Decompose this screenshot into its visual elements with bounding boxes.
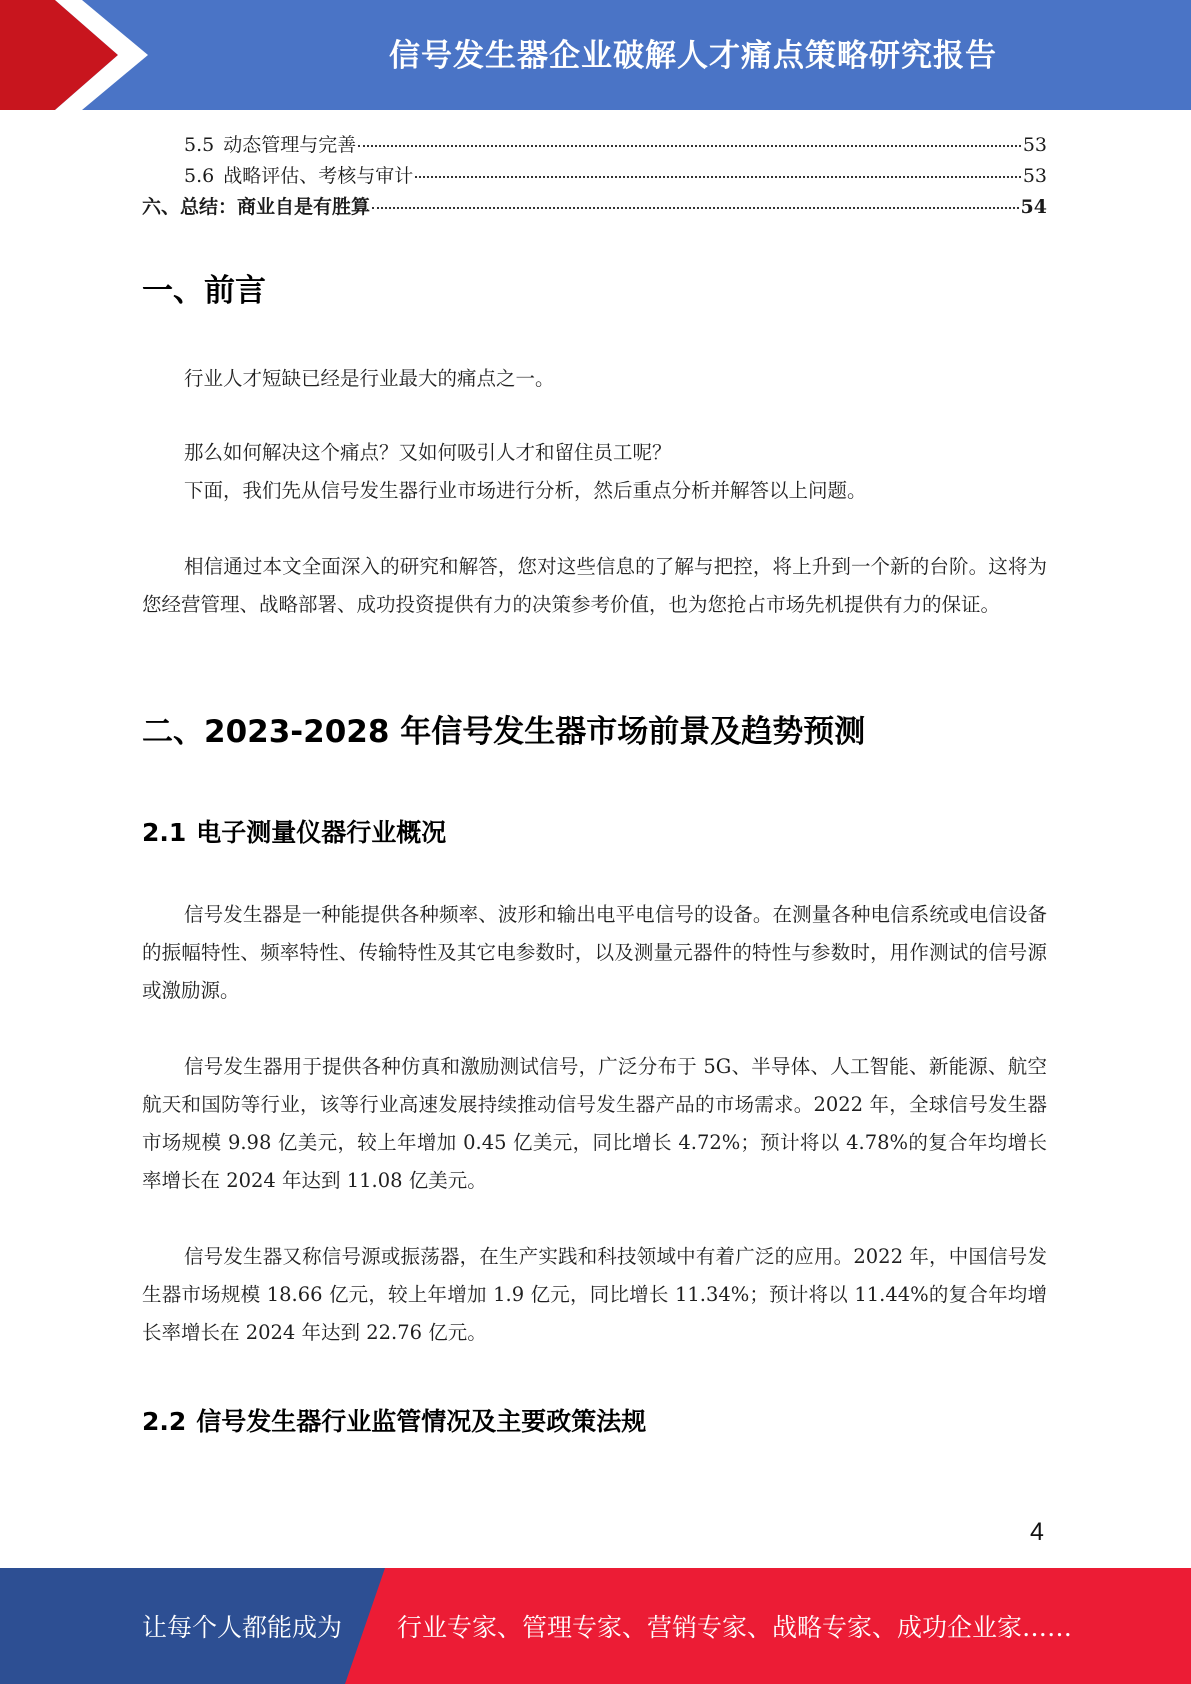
section-heading-preface: 一、前言	[142, 273, 266, 309]
toc-leader-dots	[372, 207, 1019, 209]
paragraph: 那么如何解决这个痛点？又如何吸引人才和留住员工呢？	[184, 441, 672, 464]
toc-entry-number: 5.5	[184, 134, 215, 156]
toc-entry[interactable]	[142, 161, 1047, 192]
toc-entry[interactable]	[142, 130, 1047, 161]
paragraph: 下面，我们先从信号发生器行业市场进行分析，然后重点分析并解答以上问题。	[184, 479, 867, 502]
subsection-title: 信号发生器行业监管情况及主要政策法规	[196, 1407, 647, 1436]
paragraph: 信号发生器又称信号源或振荡器，在生产实践和科技领域中有着广泛的应用。2022 年，中国信号发生器市场规模 18.66 亿元，较上年增加 1.9 亿元，同比增长 11.34%；预计将以 11.44%的复合年均增长率增长在 2024 年达到 22.76 亿元。	[142, 1245, 1047, 1344]
subsection-number: 2.2	[142, 1407, 187, 1436]
toc-entry[interactable]	[142, 192, 1047, 223]
page-header	[0, 0, 1191, 110]
toc-entry-title: 战略评估、考核与审计	[223, 165, 414, 187]
section-heading-market-outlook: 二、2023-2028 年信号发生器市场前景及趋势预测	[142, 714, 866, 750]
paragraph: 行业人才短缺已经是行业最大的痛点之一。	[184, 367, 555, 390]
subsection-number: 2.1	[142, 818, 187, 847]
paragraph: 相信通过本文全面深入的研究和解答，您对这些信息的了解与把控，将上升到一个新的台阶。这将为您经营管理、战略部署、成功投资提供有力的决策参考价值，也为您抢占市场先机提供有力的保证。	[142, 555, 1047, 616]
footer-slogan-left: 让每个人都能成为	[142, 1613, 343, 1642]
subsection-title: 电子测量仪器行业概况	[196, 818, 447, 847]
toc-entry-page: 53	[1022, 134, 1047, 156]
page-footer	[0, 1568, 1191, 1684]
toc-entry-number: 5.6	[184, 165, 215, 187]
toc-leader-dots	[415, 176, 1021, 178]
toc-entry-title: 六、总结：商业自是有胜算	[142, 196, 371, 218]
toc-entry-title: 动态管理与完善	[223, 134, 357, 156]
toc-entry-page: 54	[1020, 196, 1047, 218]
footer-slogan-right: 行业专家、管理专家、营销专家、战略专家、成功企业家……	[397, 1613, 1073, 1642]
subsection-heading	[142, 1402, 646, 1438]
toc-leader-dots	[358, 145, 1021, 147]
report-title: 信号发生器企业破解人才痛点策略研究报告	[389, 38, 997, 74]
table-of-contents	[142, 130, 1047, 223]
page-number: 4	[1030, 1518, 1044, 1546]
paragraph: 信号发生器是一种能提供各种频率、波形和输出电平电信号的设备。在测量各种电信系统或电信设备的振幅特性、频率特性、传输特性及其它电参数时，以及测量元器件的特性与参数时，用作测试的信号源或激励源。	[142, 903, 1047, 1002]
toc-entry-page: 53	[1022, 165, 1047, 187]
subsection-heading	[142, 813, 446, 849]
paragraph: 信号发生器用于提供各种仿真和激励测试信号，广泛分布于 5G、半导体、人工智能、新能源、航空航天和国防等行业，该等行业高速发展持续推动信号发生器产品的市场需求。2022 年，全球信号发生器市场规模 9.98 亿美元，较上年增加 0.45 亿美元，同比增长 4.72%；预计将以 4.78%的复合年均增长率增长在 2024 年达到 11.08 亿美元。	[142, 1055, 1047, 1192]
